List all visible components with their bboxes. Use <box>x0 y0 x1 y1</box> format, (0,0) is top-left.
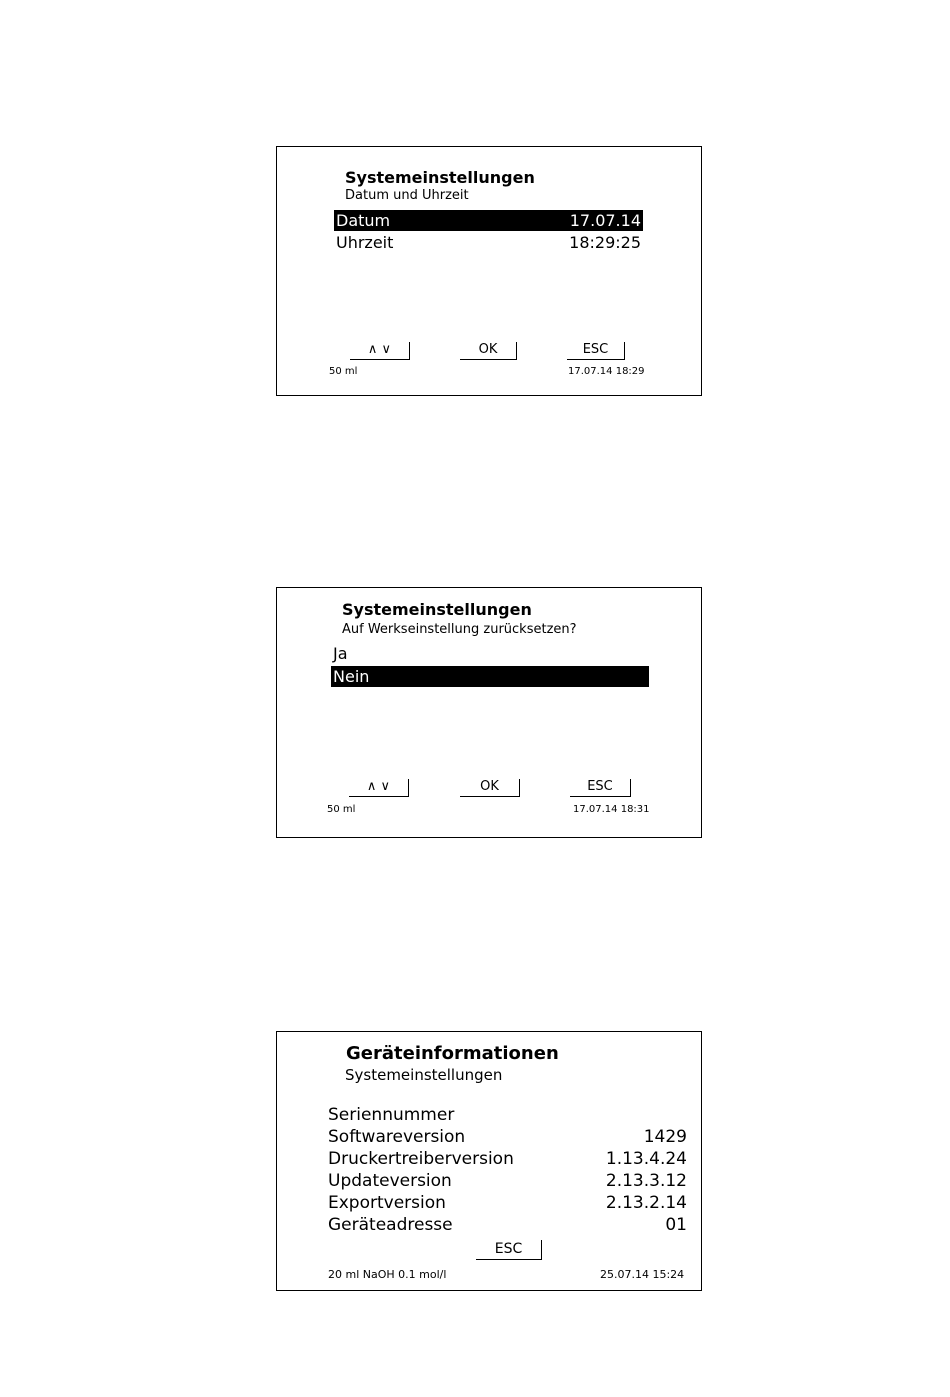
time-value: 18:29:25 <box>569 233 641 252</box>
status-datetime: 25.07.14 15:24 <box>600 1268 685 1281</box>
screen-subtitle: Datum und Uhrzeit <box>345 188 469 203</box>
export-value: 2.13.2.14 <box>605 1193 687 1213</box>
ok-label: OK <box>480 779 499 794</box>
screen-date-time <box>276 146 702 396</box>
ok-button[interactable] <box>460 342 517 360</box>
date-value: 17.07.14 <box>569 211 641 230</box>
info-row-export <box>328 1192 687 1214</box>
device-address-label: Geräteadresse <box>328 1215 453 1235</box>
status-datetime: 17.07.14 18:29 <box>568 366 645 377</box>
status-volume: 50 ml <box>327 804 356 815</box>
screen-device-info <box>276 1031 702 1291</box>
date-label: Datum <box>336 211 391 230</box>
esc-label: ESC <box>494 1241 523 1257</box>
esc-button[interactable] <box>476 1240 542 1260</box>
software-label: Softwareversion <box>328 1127 466 1147</box>
status-datetime: 17.07.14 18:31 <box>573 804 650 815</box>
nav-up-down-label: ∧ ∨ <box>366 779 391 794</box>
info-row-device-address <box>328 1214 687 1236</box>
option-ja[interactable] <box>331 643 649 664</box>
info-row-update <box>328 1170 687 1192</box>
status-reagent: 20 ml NaOH 0.1 mol/l <box>328 1268 447 1281</box>
update-label: Updateversion <box>328 1171 452 1191</box>
info-row-software <box>328 1126 687 1148</box>
screen-title: Geräteinformationen <box>346 1043 559 1064</box>
screen-subtitle: Auf Werkseinstellung zurücksetzen? <box>342 622 577 637</box>
screen-title: Systemeinstellungen <box>342 600 532 619</box>
nav-up-down-button[interactable] <box>349 779 409 797</box>
update-value: 2.13.3.12 <box>605 1171 687 1191</box>
esc-label: ESC <box>587 779 613 794</box>
esc-label: ESC <box>582 342 609 357</box>
export-label: Exportversion <box>328 1193 446 1213</box>
screen-factory-reset <box>276 587 702 838</box>
nav-up-down-label: ∧ ∨ <box>367 342 392 357</box>
info-row-printer-driver <box>328 1148 687 1170</box>
option-nein[interactable] <box>331 666 649 687</box>
serial-label: Seriennummer <box>328 1105 455 1125</box>
ok-label: OK <box>478 342 498 357</box>
screen-subtitle: Systemeinstellungen <box>345 1066 503 1084</box>
nav-up-down-button[interactable] <box>350 342 410 360</box>
printer-driver-label: Druckertreiberversion <box>328 1149 514 1169</box>
esc-button[interactable] <box>567 342 625 360</box>
option-ja-label: Ja <box>333 644 348 663</box>
device-address-value: 01 <box>665 1215 687 1235</box>
info-row-serial <box>328 1104 687 1126</box>
time-row[interactable] <box>334 232 643 253</box>
time-label: Uhrzeit <box>336 233 394 252</box>
option-nein-label: Nein <box>333 667 370 686</box>
software-value: 1429 <box>643 1127 687 1147</box>
screen-title: Systemeinstellungen <box>345 168 535 187</box>
printer-driver-value: 1.13.4.24 <box>605 1149 687 1169</box>
esc-button[interactable] <box>570 779 631 797</box>
status-volume: 50 ml <box>329 366 358 377</box>
ok-button[interactable] <box>460 779 520 797</box>
date-row[interactable] <box>334 210 643 231</box>
